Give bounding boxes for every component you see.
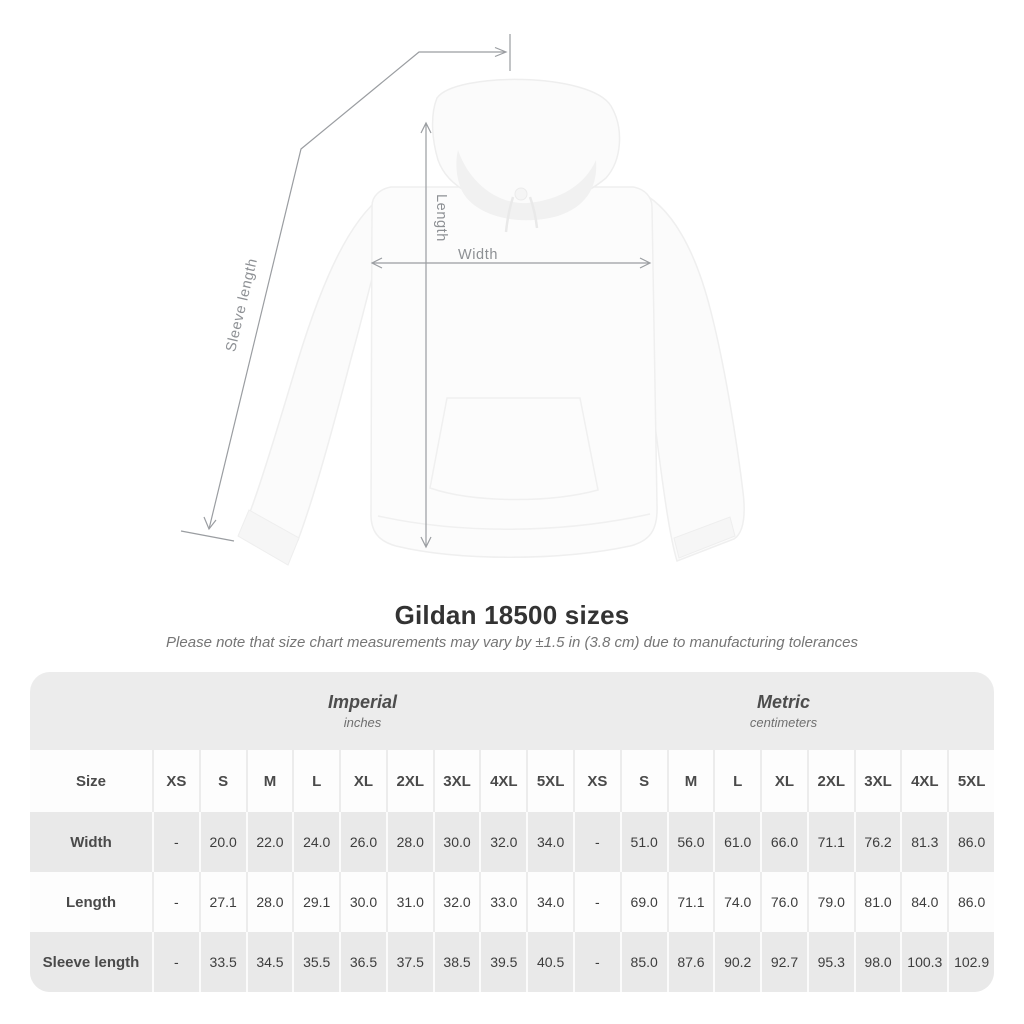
value-metric: 95.3 [807, 932, 854, 992]
size-header-metric: 5XL [947, 750, 994, 812]
value-imperial: - [152, 812, 199, 872]
metric-label: Metric [756, 692, 810, 712]
tolerance-note: Please note that size chart measurements may vary by ±1.5 in (3.8 cm) due to manufacturing tolerances [166, 634, 858, 651]
value-metric: 79.0 [807, 872, 854, 932]
value-metric: 86.0 [947, 812, 994, 872]
value-imperial: - [152, 872, 199, 932]
size-header-imperial: 3XL [433, 750, 480, 812]
value-imperial: 36.5 [339, 932, 386, 992]
value-imperial: 34.0 [526, 872, 573, 932]
value-metric: 76.0 [760, 872, 807, 932]
value-metric: 69.0 [620, 872, 667, 932]
value-imperial: 30.0 [433, 812, 480, 872]
size-chart-table [30, 672, 994, 992]
size-header-imperial: 2XL [386, 750, 433, 812]
row-label: Width [30, 812, 152, 872]
value-metric: 90.2 [713, 932, 760, 992]
value-imperial: 29.1 [292, 872, 339, 932]
value-imperial: 38.5 [433, 932, 480, 992]
metric-group-header [573, 672, 994, 750]
size-header-metric: L [713, 750, 760, 812]
size-header-imperial: M [246, 750, 293, 812]
value-imperial: 37.5 [386, 932, 433, 992]
size-header-metric: XL [760, 750, 807, 812]
group-row-spacer [30, 672, 152, 750]
value-metric: 76.2 [854, 812, 901, 872]
metric-sublabel: centimeters [749, 715, 818, 730]
value-metric: 100.3 [900, 932, 947, 992]
size-header-imperial: S [199, 750, 246, 812]
value-imperial: 30.0 [339, 872, 386, 932]
size-header-imperial: XS [152, 750, 199, 812]
value-metric: 51.0 [620, 812, 667, 872]
row-label: Length [30, 872, 152, 932]
size-header-metric: XS [573, 750, 620, 812]
sleeve-length-label: Sleeve length [223, 256, 262, 354]
unit-group-row [30, 672, 994, 750]
size-header-metric: 3XL [854, 750, 901, 812]
size-header-imperial: XL [339, 750, 386, 812]
value-imperial: 40.5 [526, 932, 573, 992]
value-imperial: 28.0 [386, 812, 433, 872]
value-metric: - [573, 812, 620, 872]
value-metric: 81.0 [854, 872, 901, 932]
size-header-imperial: 4XL [479, 750, 526, 812]
width-label: Width [457, 247, 499, 263]
value-metric: 56.0 [667, 812, 714, 872]
size-header-metric: M [667, 750, 714, 812]
value-metric: 98.0 [854, 932, 901, 992]
value-metric: 71.1 [807, 812, 854, 872]
value-metric: 74.0 [713, 872, 760, 932]
hoodie-body [371, 187, 657, 557]
left-sleeve [250, 192, 388, 540]
value-metric: 66.0 [760, 812, 807, 872]
drawstring-knot [515, 188, 527, 200]
size-header-imperial: 5XL [526, 750, 573, 812]
value-imperial: 27.1 [199, 872, 246, 932]
value-imperial: 34.0 [526, 812, 573, 872]
size-column-header: Size [30, 750, 152, 812]
value-metric: 87.6 [667, 932, 714, 992]
value-metric: 84.0 [900, 872, 947, 932]
value-imperial: - [152, 932, 199, 992]
value-imperial: 31.0 [386, 872, 433, 932]
value-imperial: 28.0 [246, 872, 293, 932]
value-imperial: 24.0 [292, 812, 339, 872]
length-label: Length [433, 194, 449, 242]
value-imperial: 39.5 [479, 932, 526, 992]
value-imperial: 32.0 [479, 812, 526, 872]
value-metric: 61.0 [713, 812, 760, 872]
value-imperial: 33.5 [199, 932, 246, 992]
row-label: Sleeve length [30, 932, 152, 992]
page-title: Gildan 18500 sizes [394, 600, 630, 630]
imperial-sublabel: inches [343, 715, 382, 730]
value-metric: 102.9 [947, 932, 994, 992]
value-metric: 85.0 [620, 932, 667, 992]
value-metric: - [573, 932, 620, 992]
size-header-metric: S [620, 750, 667, 812]
value-imperial: 35.5 [292, 932, 339, 992]
value-metric: 71.1 [667, 872, 714, 932]
hoodie-illustration [238, 79, 744, 565]
kangaroo-pocket [430, 398, 598, 500]
value-metric: 92.7 [760, 932, 807, 992]
value-metric: - [573, 872, 620, 932]
size-header-imperial: L [292, 750, 339, 812]
value-imperial: 20.0 [199, 812, 246, 872]
value-metric: 86.0 [947, 872, 994, 932]
value-imperial: 32.0 [433, 872, 480, 932]
size-header-metric: 4XL [900, 750, 947, 812]
imperial-group-header [152, 672, 573, 750]
value-imperial: 33.0 [479, 872, 526, 932]
value-imperial: 22.0 [246, 812, 293, 872]
value-imperial: 26.0 [339, 812, 386, 872]
value-imperial: 34.5 [246, 932, 293, 992]
size-header-metric: 2XL [807, 750, 854, 812]
size-grid [30, 750, 994, 992]
value-metric: 81.3 [900, 812, 947, 872]
imperial-label: Imperial [327, 692, 398, 712]
